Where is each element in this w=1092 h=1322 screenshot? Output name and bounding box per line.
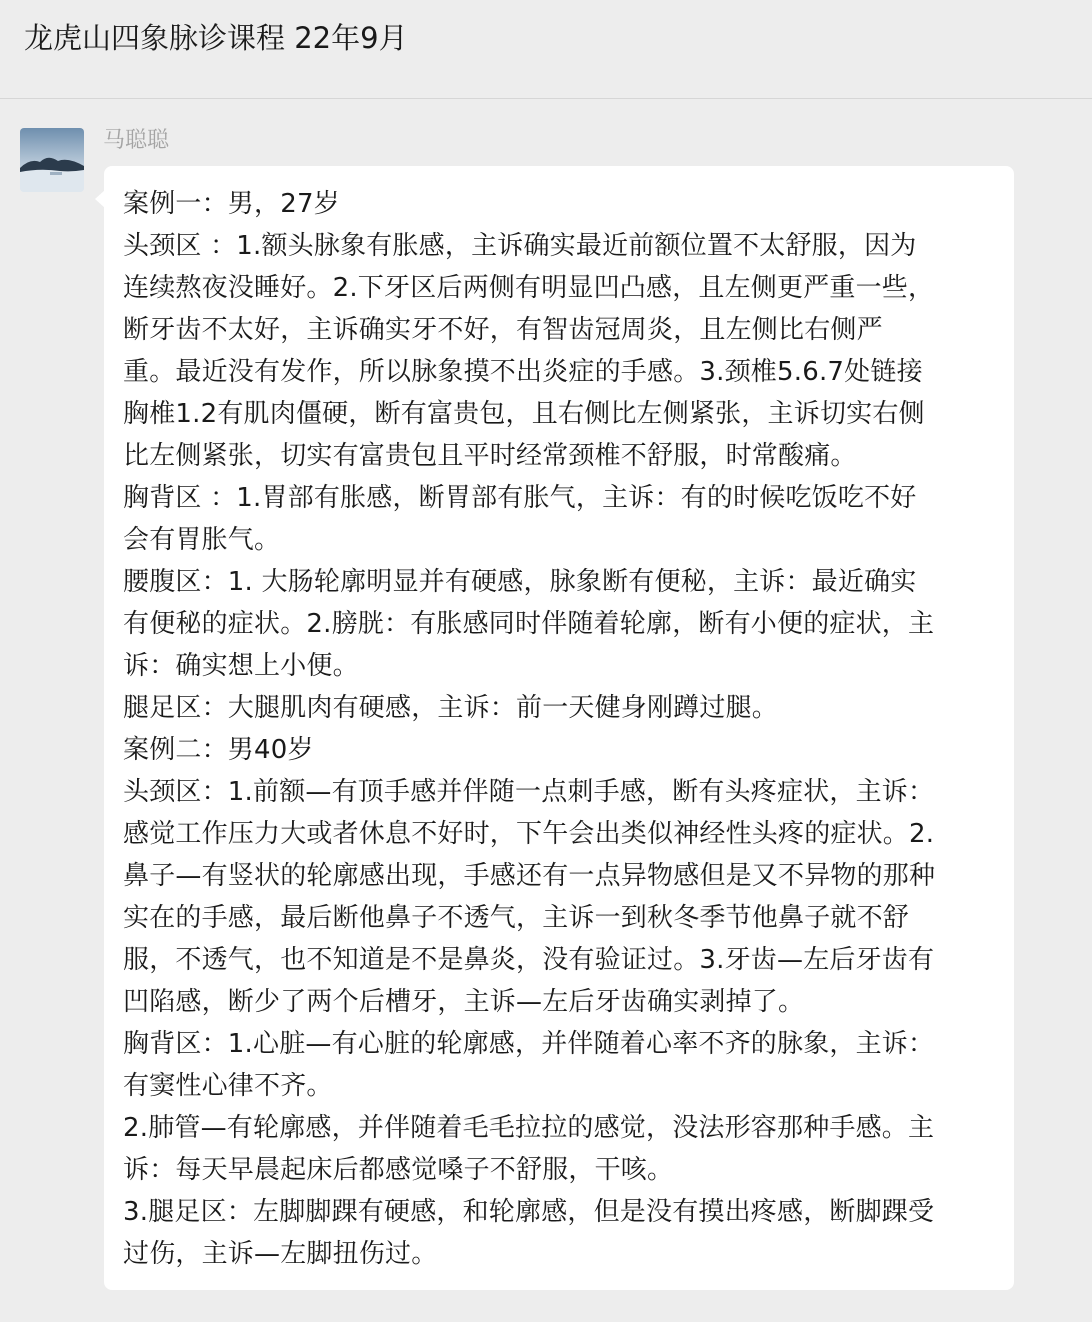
message-line: 诉：确实想上小便。 — [123, 651, 359, 681]
chat-header — [0, 0, 1092, 99]
message-line: 头颈区：1.前额—有顶手感并伴随一点刺手感，断有头疼症状，主诉： — [123, 777, 935, 807]
message-line: 重。最近没有发作，所以脉象摸不出炎症的手感。3.颈椎5.6.7处链接 — [123, 357, 923, 387]
message-line: 胸背区：1.心脏—有心脏的轮廓感，并伴随着心率不齐的脉象，主诉： — [123, 1029, 935, 1059]
message-line: 案例二：男40岁 — [123, 735, 314, 765]
sender-name: 马聪聪 — [103, 128, 170, 153]
message-line: 过伤，主诉—左脚扭伤过。 — [123, 1239, 438, 1269]
message-bubble[interactable] — [104, 166, 1014, 1290]
message-line: 凹陷感，断少了两个后槽牙，主诉—左后牙齿确实剥掉了。 — [123, 987, 805, 1017]
message-line: 断牙齿不太好，主诉确实牙不好，有智齿冠周炎，且左侧比右侧严 — [123, 315, 883, 345]
message-line: 腰腹区：1. 大肠轮廓明显并有硬感，脉象断有便秘，主诉：最近确实 — [123, 567, 917, 597]
message-line: 鼻子—有竖状的轮廓感出现，手感还有一点异物感但是又不异物的那种 — [123, 861, 936, 891]
message-line: 腿足区：大腿肌肉有硬感，主诉：前一天健身刚蹲过腿。 — [123, 693, 779, 723]
message-line: 实在的手感，最后断他鼻子不透气，主诉一到秋冬季节他鼻子就不舒 — [123, 903, 910, 933]
message-line: 会有胃胀气。 — [123, 525, 281, 555]
message-line: 有便秘的症状。2.膀胱：有胀感同时伴随着轮廓，断有小便的症状，主 — [123, 609, 935, 639]
message-line: 感觉工作压力大或者休息不好时，下午会出类似神经性头疼的症状。2. — [123, 819, 935, 849]
message-line: 诉：每天早晨起床后都感觉嗓子不舒服，干咳。 — [123, 1155, 674, 1185]
sender-avatar[interactable] — [20, 128, 84, 192]
message-text — [123, 183, 1004, 1275]
message-line: 案例一：男，27岁 — [123, 189, 340, 219]
message-line: 有窦性心律不齐。 — [123, 1071, 333, 1101]
message-line: 胸背区 ：1.胃部有胀感，断胃部有胀气，主诉：有的时候吃饭吃不好 — [123, 483, 917, 513]
message-line: 比左侧紧张，切实有富贵包且平时经常颈椎不舒服，时常酸痛。 — [123, 441, 857, 471]
message-line: 头颈区 ：1.额头脉象有胀感，主诉确实最近前额位置不太舒服，因为 — [123, 231, 917, 261]
message-line: 3.腿足区：左脚脚踝有硬感，和轮廓感，但是没有摸出疼感，断脚踝受 — [123, 1197, 935, 1227]
message-line: 2.肺管—有轮廓感，并伴随着毛毛拉拉的感觉，没法形容那种手感。主 — [123, 1113, 935, 1143]
bubble-tail — [95, 190, 105, 208]
chat-title: 龙虎山四象脉诊课程 22年9月 — [24, 21, 408, 55]
message-line: 连续熬夜没睡好。2.下牙区后两侧有明显凹凸感，且左侧更严重一些， — [123, 273, 935, 303]
snowy-landscape-avatar-icon — [20, 128, 84, 192]
message-line: 胸椎1.2有肌肉僵硬，断有富贵包，且右侧比左侧紧张，主诉切实右侧 — [123, 399, 925, 429]
message-line: 服，不透气，也不知道是不是鼻炎，没有验证过。3.牙齿—左后牙齿有 — [123, 945, 935, 975]
